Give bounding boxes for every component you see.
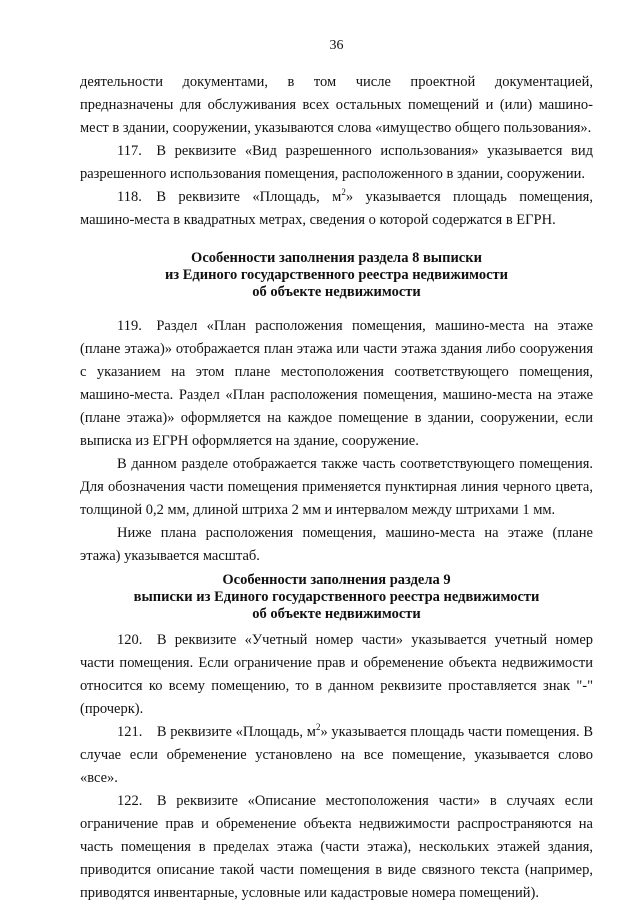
- paragraph-121-text-start: 121. В реквизите «Площадь, м: [117, 724, 316, 740]
- section-9-heading: [80, 572, 593, 623]
- paragraph-120: 120. В реквизите «Учетный номер части» указывается учетный номер части помещения. Если ограничение прав и обременение объекта недвижимости относится ко всему помещению, то в данном реквизите проставляется знак "-" (прочерк).: [80, 632, 593, 717]
- section-9-heading-line-1: Особенности заполнения раздела 9: [222, 572, 451, 588]
- paragraph-118-text-end: » указывается площадь помещения, машино-места в квадратных метрах, сведения о которой содержатся в ЕГРН.: [80, 189, 593, 228]
- paragraph-119-dotted-line: В данном разделе отображается также часть соответствующего помещения. Для обозначения части помещения применяется пунктирная линия черного цвета, толщиной 0,2 мм, длиной штриха 2 мм и интервалом между штрихами 1 мм.: [80, 456, 593, 518]
- paragraph-122: 122. В реквизите «Описание местоположения части» в случаях если ограничение прав и обременение объекта недвижимости распространяются на часть помещения в пределах этажа (части этажа), нескольких этажей здания, приводится описание такой части помещения в виде связного текста (например, приводятся инвентарные, условные или кадастровые номера помещений).: [80, 793, 593, 901]
- paragraph-118-text-start: 118. В реквизите «Площадь, м: [117, 189, 342, 205]
- section-9-heading-line-3: об объекте недвижимости: [252, 606, 421, 622]
- paragraph-118: [80, 186, 593, 232]
- paragraph-121-text-end: » указывается площадь части помещения. В случае если обременение установлено на все помещение, указывается слово «все».: [80, 724, 593, 786]
- document-page: [80, 38, 593, 905]
- section-8-heading-line-2: из Единого государственного реестра недвижимости: [164, 267, 509, 283]
- section-9-heading-line-2: выписки из Единого государственного реестра недвижимости: [133, 589, 540, 605]
- paragraph-121: [80, 721, 593, 790]
- paragraph-118-superscript: 2: [341, 187, 346, 198]
- section-8-heading-line-3: об объекте недвижимости: [252, 284, 421, 300]
- paragraph-117: 117. В реквизите «Вид разрешенного использования» указывается вид разрешенного использования помещения, расположенного в здании, сооружении.: [80, 143, 593, 182]
- section-8-heading: [80, 250, 593, 301]
- paragraph-119: 119. Раздел «План расположения помещения, машино-места на этаже (плане этажа)» отображается план этажа или части этажа здания либо сооружения с указанием на этом плане местоположения соответствующего помещения, машино-места. Раздел «План расположения помещения, машино-места на этаже (плане этажа)» оформляется на каждое помещение в здании, сооружении, если выписка из ЕГРН оформляется на здание, сооружение.: [80, 318, 593, 449]
- section-8-heading-line-1: Особенности заполнения раздела 8 выписки: [191, 250, 482, 266]
- page-number: 36: [329, 38, 344, 53]
- paragraph-119-scale: Ниже плана расположения помещения, машино-места на этаже (плане этажа) указывается масштаб.: [80, 525, 593, 564]
- paragraph-121-superscript: 2: [315, 722, 321, 733]
- paragraph-intro: деятельности документами, в том числе проектной документацией, предназначены для обслуживания всех остальных помещений и (или) машино-мест в здании, сооружении, указываются слова «имущество общего пользования».: [80, 74, 593, 136]
